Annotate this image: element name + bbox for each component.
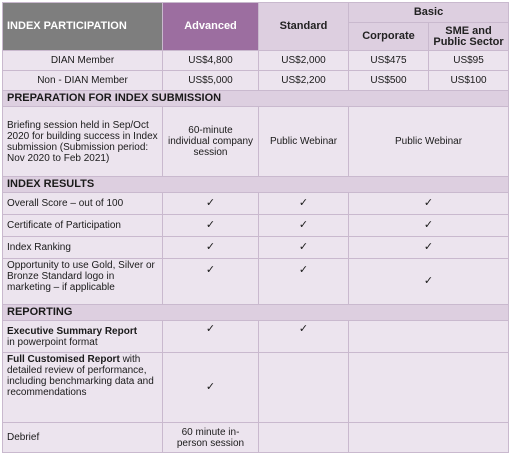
- table-row: [3, 71, 509, 91]
- empty-cell: [259, 423, 349, 453]
- check-icon: ✓: [349, 237, 509, 259]
- table-row: [3, 237, 509, 259]
- row-label: Non - DIAN Member: [3, 71, 163, 91]
- price-cell: US$500: [349, 71, 429, 91]
- section-header-reporting: REPORTING: [3, 305, 509, 321]
- table-row: [3, 321, 509, 353]
- check-icon: ✓: [259, 259, 349, 305]
- briefing-basic: Public Webinar: [349, 107, 509, 177]
- check-icon: ✓: [163, 237, 259, 259]
- check-icon: ✓: [163, 321, 259, 353]
- section-header-results: INDEX RESULTS: [3, 177, 509, 193]
- row-label: DIAN Member: [3, 51, 163, 71]
- price-cell: US$2,000: [259, 51, 349, 71]
- debrief-advanced: 60 minute in-person session: [163, 423, 259, 453]
- check-icon: ✓: [259, 237, 349, 259]
- row-label: Opportunity to use Gold, Silver or Bronze Standard logo in marketing – if applicable: [3, 259, 163, 305]
- exec-report-desc: in powerpoint format: [7, 336, 98, 348]
- price-cell: US$95: [429, 51, 509, 71]
- row-label: Index Ranking: [3, 237, 163, 259]
- table-row: [3, 423, 509, 453]
- basic-corporate-header: Corporate: [349, 23, 429, 51]
- price-cell: US$2,200: [259, 71, 349, 91]
- empty-cell: [349, 321, 509, 353]
- check-icon: ✓: [163, 353, 259, 423]
- table-row: [3, 215, 509, 237]
- table-row: [3, 259, 509, 305]
- price-cell: US$475: [349, 51, 429, 71]
- check-icon: ✓: [163, 259, 259, 305]
- price-cell: US$100: [429, 71, 509, 91]
- exec-report-title: Executive Summary Report: [7, 325, 138, 337]
- basic-sme-header: SME and Public Sector: [429, 23, 509, 51]
- table-title: INDEX PARTICIPATION: [3, 3, 163, 51]
- empty-cell: [259, 353, 349, 423]
- table-row: [3, 51, 509, 71]
- check-icon: ✓: [349, 193, 509, 215]
- check-icon: ✓: [163, 193, 259, 215]
- tier-standard-header: Standard: [259, 3, 349, 51]
- table-row: [3, 107, 509, 177]
- price-cell: US$4,800: [163, 51, 259, 71]
- participation-table: [2, 2, 509, 453]
- table-row: [3, 193, 509, 215]
- row-label: Overall Score – out of 100: [3, 193, 163, 215]
- check-icon: ✓: [349, 259, 509, 305]
- empty-cell: [349, 423, 509, 453]
- table-row: [3, 353, 509, 423]
- briefing-advanced: 60-minute individual company session: [163, 107, 259, 177]
- empty-cell: [349, 353, 509, 423]
- check-icon: ✓: [349, 215, 509, 237]
- row-label: [3, 321, 163, 353]
- row-label: Briefing session held in Sep/Oct 2020 for building success in Index submission (Submission period: Nov 2020 to Feb 2021): [3, 107, 163, 177]
- check-icon: ✓: [259, 321, 349, 353]
- row-label: Certificate of Participation: [3, 215, 163, 237]
- check-icon: ✓: [259, 215, 349, 237]
- check-icon: ✓: [163, 215, 259, 237]
- briefing-standard: Public Webinar: [259, 107, 349, 177]
- tier-basic-header: Basic: [349, 3, 509, 23]
- price-cell: US$5,000: [163, 71, 259, 91]
- check-icon: ✓: [259, 193, 349, 215]
- row-label: [3, 353, 163, 423]
- full-report-title: Full Customised Report: [7, 354, 120, 365]
- tier-advanced-header: Advanced: [163, 3, 259, 51]
- row-label: Debrief: [3, 423, 163, 453]
- full-report-desc: with detailed review of performance, including benchmarking data and recommendations: [7, 354, 154, 398]
- section-header-preparation: PREPARATION FOR INDEX SUBMISSION: [3, 91, 509, 107]
